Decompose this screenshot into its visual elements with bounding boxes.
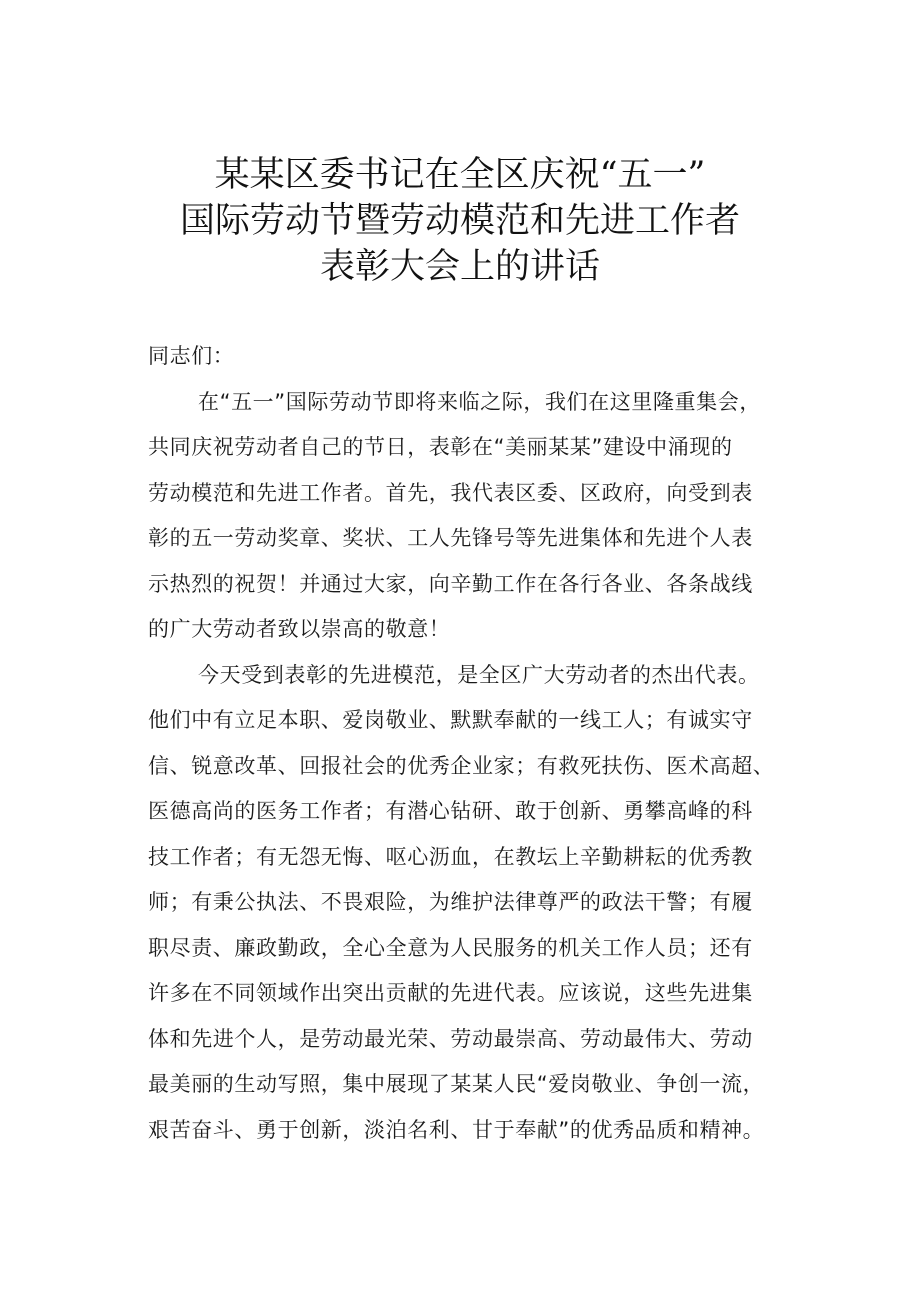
text-line: 劳动模范和先进工作者。首先，我代表区委、区政府，向受到表 [148, 480, 753, 505]
text-line: 许多在不同领域作出突出贡献的先进代表。应该说，这些先进集 [148, 981, 753, 1005]
text-line: 最美丽的生动写照，集中展现了某某人民“爱岗敬业、争创一流， [148, 1072, 765, 1096]
salutation: 同志们： [148, 344, 235, 368]
text-line: 艰苦奋斗、勇于创新，淡泊名利、甘于奉献”的优秀品质和精神。 [148, 1117, 765, 1142]
text-line: 今天受到表彰的先进模范，是全区广大劳动者的杰出代表。 [198, 662, 760, 687]
text-line: 他们中有立足本职、爱岗敬业、默默奉献的一线工人；有诚实守 [148, 708, 753, 732]
text-line: 体和先进个人，是劳动最光荣、劳动最崇高、劳动最伟大、劳动 [148, 1026, 753, 1051]
text-line: 的广大劳动者致以崇高的敬意！ [148, 617, 451, 641]
paragraph-2 [148, 653, 828, 1154]
text-line: 示热烈的祝贺！并通过大家，向辛勤工作在各行各业、各条战线 [148, 571, 753, 596]
speech-body [148, 334, 828, 1153]
text-line: 彰的五一劳动奖章、奖状、工人先锋号等先进集体和先进个人表 [148, 526, 753, 550]
title-line: 某某区委书记在全区庆祝“五一” [214, 155, 706, 195]
text-line: 技工作者；有无怨无悔、呕心沥血，在教坛上辛勤耕耘的优秀教 [148, 844, 753, 869]
text-line: 在“五一”国际劳动节即将来临之际，我们在这里隆重集会， [198, 389, 761, 414]
text-line: 职尽责、廉政勤政，全心全意为人民服务的机关工作人员；还有 [148, 935, 753, 960]
text-line: 共同庆祝劳动者自己的节日，表彰在“美丽某某”建设中涌现的 [148, 435, 733, 459]
document-title [120, 152, 800, 290]
title-line: 表彰大会上的讲话 [319, 247, 600, 287]
text-line: 医德高尚的医务工作者；有潜心钻研、敢于创新、勇攀高峰的科 [148, 799, 753, 823]
text-line: 师；有秉公执法、不畏艰险，为维护法律尊严的政法干警；有履 [148, 890, 753, 914]
paragraph-1 [148, 380, 828, 653]
title-line: 国际劳动节暨劳动模范和先进工作者 [179, 201, 740, 241]
text-line: 信、锐意改革、回报社会的优秀企业家；有救死扶伤、医术高超、 [148, 753, 775, 778]
